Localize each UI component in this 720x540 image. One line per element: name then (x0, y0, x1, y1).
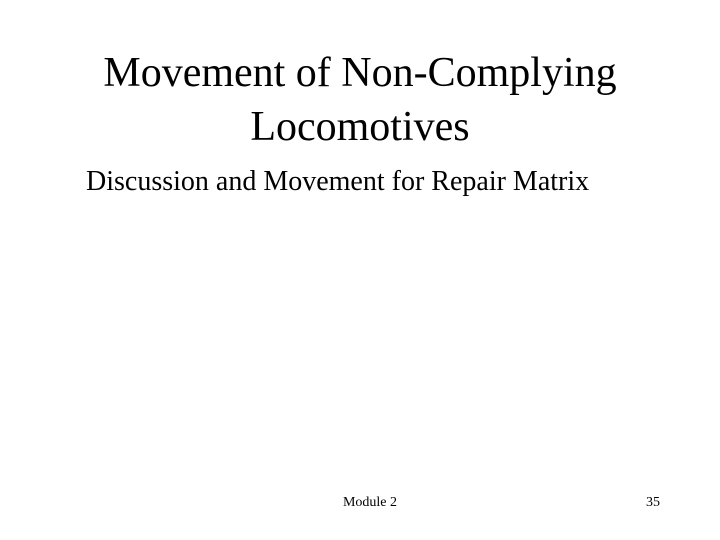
slide-subtitle: Discussion and Movement for Repair Matrix (86, 166, 590, 197)
page-number: 35 (646, 495, 660, 510)
slide-title-line-1: Movement of Non-Complying (103, 50, 617, 96)
slide-title-line-2: Locomotives (250, 104, 470, 150)
slide-title (40, 46, 680, 154)
footer-module-label: Module 2 (342, 495, 398, 510)
